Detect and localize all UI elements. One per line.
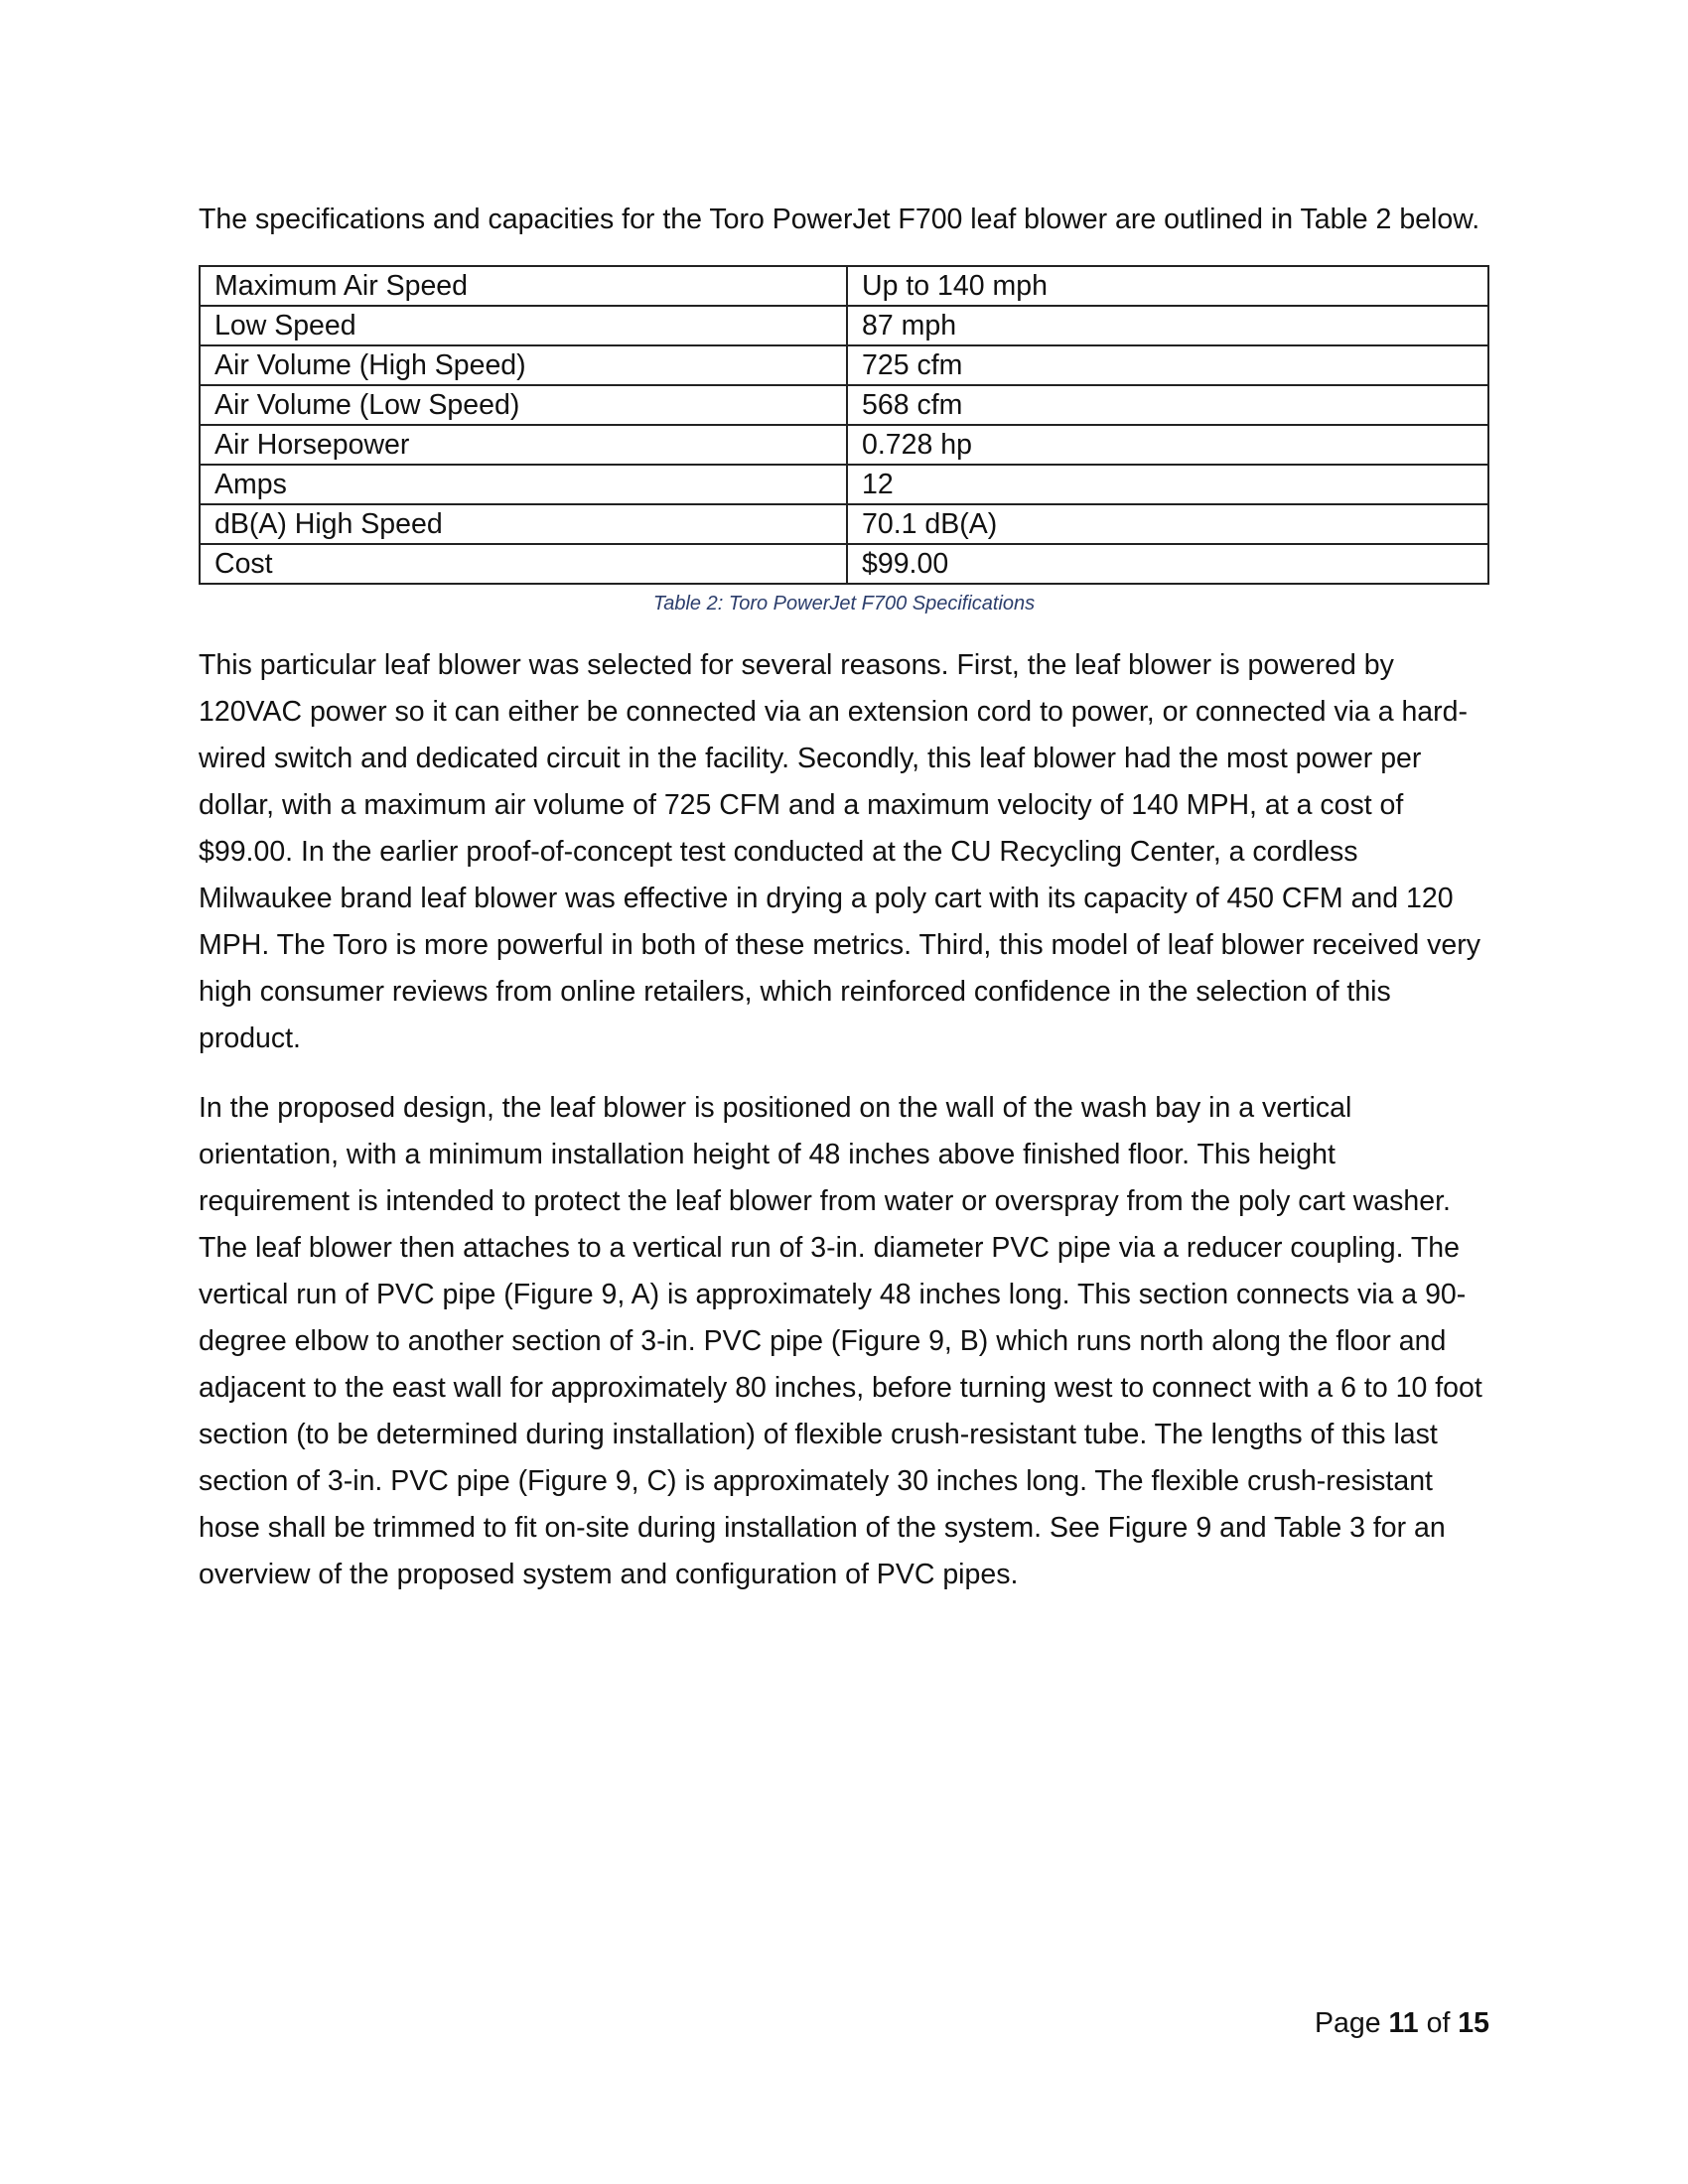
table-row <box>200 266 1488 306</box>
spec-label: Air Volume (Low Speed) <box>200 385 847 425</box>
intro-paragraph: The specifications and capacities for the Toro PowerJet F700 leaf blower are outlined in Table 2 below. <box>199 204 1480 235</box>
table-row <box>200 425 1488 465</box>
page-word: Page <box>1315 2007 1381 2039</box>
table-row <box>200 544 1488 584</box>
spec-value: 0.728 hp <box>847 425 1488 465</box>
table-row <box>200 385 1488 425</box>
table-row <box>200 345 1488 385</box>
spec-label: dB(A) High Speed <box>200 504 847 544</box>
spec-value: 70.1 dB(A) <box>847 504 1488 544</box>
table-row <box>200 504 1488 544</box>
spec-label: Maximum Air Speed <box>200 266 847 306</box>
spec-value: 725 cfm <box>847 345 1488 385</box>
table-caption: Table 2: Toro PowerJet F700 Specifications <box>652 593 1036 614</box>
page-footer <box>1315 2003 1489 2043</box>
current-page-number: 11 <box>1388 2007 1419 2039</box>
spec-label: Amps <box>200 465 847 504</box>
table-row <box>200 306 1488 345</box>
total-pages-number: 15 <box>1458 2007 1489 2039</box>
table-row <box>200 465 1488 504</box>
spec-value: 12 <box>847 465 1488 504</box>
spec-label: Low Speed <box>200 306 847 345</box>
spec-value: $99.00 <box>847 544 1488 584</box>
specifications-table <box>199 265 1489 585</box>
spec-label: Cost <box>200 544 847 584</box>
spec-label: Air Horsepower <box>200 425 847 465</box>
spec-label: Air Volume (High Speed) <box>200 345 847 385</box>
spec-value: 568 cfm <box>847 385 1488 425</box>
of-word: of <box>1426 2007 1451 2039</box>
selection-rationale-paragraph: This particular leaf blower was selected for several reasons. First, the leaf blower is powered by 120VAC power so it can either be connected via an extension cord to power, or connected via a hard-wired switch and dedicated circuit in the facility. Secondly, this leaf blower had the most power per dollar, with a maximum air volume of 725 CFM and a maximum velocity of 140 MPH, at a cost of $99.00. In the earlier proof-of-concept test conducted at the CU Recycling Center, a cordless Milwaukee brand leaf blower was effective in drying a poly cart with its capacity of 450 CFM and 120 MPH. The Toro is more powerful in both of these metrics. Third, this model of leaf blower received very high consumer reviews from online retailers, which reinforced confidence in the selection of this product. <box>199 649 1480 1054</box>
spec-value: 87 mph <box>847 306 1488 345</box>
proposed-design-paragraph: In the proposed design, the leaf blower is positioned on the wall of the wash bay in a vertical orientation, with a minimum installation height of 48 inches above finished floor. This height requirement is intended to protect the leaf blower from water or overspray from the poly cart washer. The leaf blower then attaches to a vertical run of 3-in. diameter PVC pipe via a reducer coupling. The vertical run of PVC pipe (Figure 9, A) is approximately 48 inches long. This section connects via a 90-degree elbow to another section of 3-in. PVC pipe (Figure 9, B) which runs north along the floor and adjacent to the east wall for approximately 80 inches, before turning west to connect with a 6 to 10 foot section (to be determined during installation) of flexible crush-resistant tube. The lengths of this last section of 3-in. PVC pipe (Figure 9, C) is approximately 30 inches long. The flexible crush-resistant hose shall be trimmed to fit on-site during installation of the system. See Figure 9 and Table 3 for an overview of the proposed system and configuration of PVC pipes. <box>199 1092 1482 1590</box>
spec-value: Up to 140 mph <box>847 266 1488 306</box>
page-body <box>199 197 1489 1598</box>
